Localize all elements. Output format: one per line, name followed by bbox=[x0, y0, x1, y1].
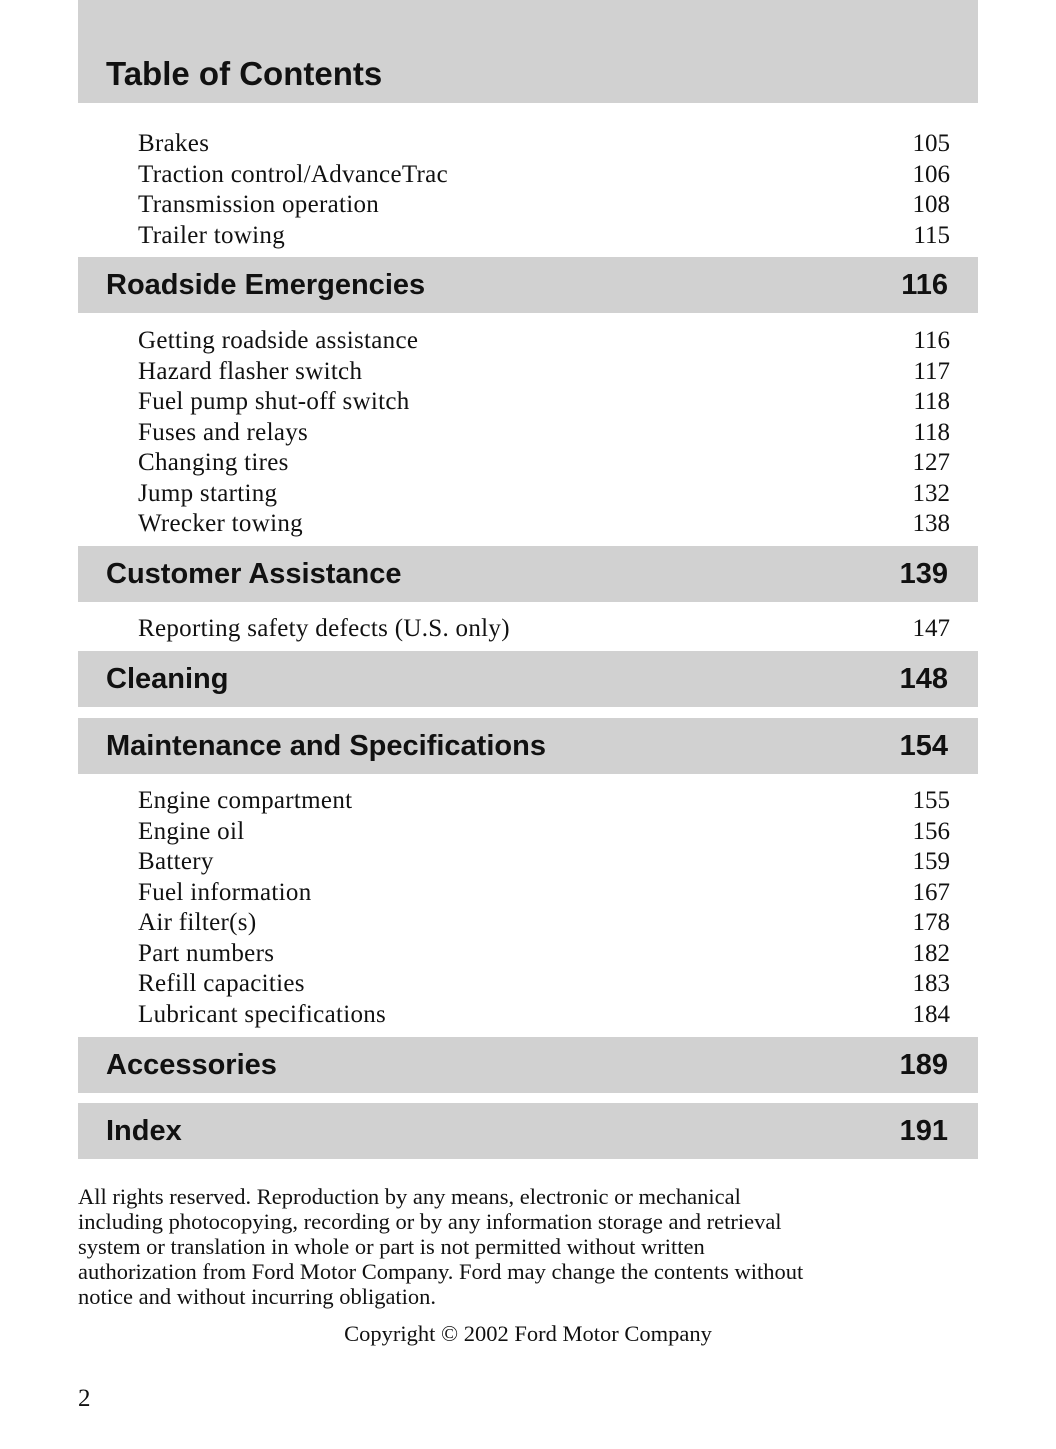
toc-entry-page: 118 bbox=[913, 418, 950, 446]
toc-entry-page: 167 bbox=[912, 878, 950, 906]
section-header-maintenance-and-specifications[interactable] bbox=[78, 718, 978, 774]
toc-entry[interactable] bbox=[138, 509, 950, 540]
toc-entry[interactable] bbox=[138, 939, 950, 970]
toc-entry-page: 127 bbox=[912, 449, 950, 476]
section-page: 189 bbox=[899, 1049, 948, 1081]
toc-entry[interactable] bbox=[138, 418, 950, 449]
toc-entry-page: 183 bbox=[912, 970, 950, 997]
toc-entry-label: Changing tires bbox=[138, 449, 289, 476]
legal-notice bbox=[78, 1184, 978, 1309]
toc-entry-label: Battery bbox=[138, 848, 214, 875]
toc-entry-page: 108 bbox=[912, 191, 950, 218]
section-title: Customer Assistance bbox=[106, 558, 402, 590]
toc-entry-label: Transmission operation bbox=[138, 191, 380, 218]
toc-entry-label: Fuses and relays bbox=[138, 418, 309, 446]
toc-entry-page: 132 bbox=[912, 479, 950, 507]
title-bar bbox=[78, 0, 978, 103]
toc-entry-label: Wrecker towing bbox=[138, 510, 303, 537]
toc-entry-page: 115 bbox=[913, 221, 950, 249]
section-page: 148 bbox=[899, 663, 948, 695]
toc-entry-page: 116 bbox=[913, 327, 950, 354]
toc-entry-label: Engine compartment bbox=[138, 787, 353, 814]
entry-list-customer-assistance bbox=[138, 614, 950, 645]
toc-entry[interactable] bbox=[138, 878, 950, 909]
toc-entry-label: Fuel information bbox=[138, 878, 312, 906]
toc-entry-label: Refill capacities bbox=[138, 970, 305, 997]
toc-entry[interactable] bbox=[138, 614, 950, 645]
legal-notice-line: All rights reserved. Reproduction by any means, electronic or mechanical bbox=[78, 1184, 741, 1209]
toc-entry-label: Reporting safety defects (U.S. only) bbox=[138, 615, 510, 642]
toc-entry-page: 178 bbox=[912, 909, 950, 936]
section-header-roadside-emergencies[interactable] bbox=[78, 257, 978, 313]
toc-entry[interactable] bbox=[138, 1000, 950, 1031]
toc-entry-page: 182 bbox=[912, 939, 950, 967]
section-page: 191 bbox=[899, 1115, 948, 1147]
entry-list-continued bbox=[138, 129, 950, 251]
toc-entry-label: Engine oil bbox=[138, 817, 245, 845]
toc-entry-page: 147 bbox=[912, 615, 950, 642]
toc-entry[interactable] bbox=[138, 190, 950, 221]
entry-list-maintenance-and-specifications bbox=[138, 786, 950, 1030]
section-page: 139 bbox=[899, 558, 948, 590]
section-header-customer-assistance[interactable] bbox=[78, 546, 978, 602]
toc-entry[interactable] bbox=[138, 221, 950, 252]
toc-entry-page: 117 bbox=[913, 357, 950, 385]
toc-entry[interactable] bbox=[138, 969, 950, 1000]
toc-entry-label: Brakes bbox=[138, 130, 210, 157]
toc-entry-page: 105 bbox=[912, 130, 950, 157]
toc-entry[interactable] bbox=[138, 817, 950, 848]
toc-entry-page: 159 bbox=[912, 848, 950, 875]
toc-entry-page: 155 bbox=[912, 787, 950, 814]
section-title: Maintenance and Specifications bbox=[106, 730, 546, 762]
toc-entry-label: Lubricant specifications bbox=[138, 1000, 387, 1028]
legal-notice-line: including photocopying, recording or by any information storage and retrieval bbox=[78, 1209, 782, 1234]
section-title: Index bbox=[106, 1115, 182, 1147]
section-page: 116 bbox=[901, 269, 948, 301]
toc-entry-label: Part numbers bbox=[138, 939, 275, 967]
toc-entry[interactable] bbox=[138, 160, 950, 191]
toc-entry-page: 156 bbox=[912, 817, 950, 845]
toc-entry-page: 184 bbox=[912, 1000, 950, 1028]
legal-notice-line: notice and without incurring obligation. bbox=[78, 1284, 437, 1309]
toc-entry-page: 118 bbox=[913, 388, 950, 415]
entry-list-roadside-emergencies bbox=[138, 326, 950, 540]
toc-entry-label: Jump starting bbox=[138, 479, 278, 507]
toc-entry[interactable] bbox=[138, 847, 950, 878]
toc-entry-label: Traction control/AdvanceTrac bbox=[138, 160, 448, 188]
toc-entry[interactable] bbox=[138, 786, 950, 817]
toc-entry-label: Trailer towing bbox=[138, 221, 286, 249]
toc-entry[interactable] bbox=[138, 326, 950, 357]
legal-notice-line: authorization from Ford Motor Company. Ford may change the contents without bbox=[78, 1259, 804, 1284]
toc-entry[interactable] bbox=[138, 479, 950, 510]
toc-entry[interactable] bbox=[138, 908, 950, 939]
toc-entry-page: 138 bbox=[912, 510, 950, 537]
toc-entry-label: Air filter(s) bbox=[138, 909, 257, 936]
page-number: 2 bbox=[78, 1385, 91, 1412]
copyright-line: Copyright © 2002 Ford Motor Company bbox=[344, 1321, 712, 1346]
section-header-cleaning[interactable] bbox=[78, 651, 978, 707]
toc-entry-page: 106 bbox=[912, 160, 950, 188]
toc-entry-label: Fuel pump shut-off switch bbox=[138, 388, 410, 415]
section-header-accessories[interactable] bbox=[78, 1037, 978, 1093]
section-title: Roadside Emergencies bbox=[106, 269, 426, 301]
legal-notice-line: system or translation in whole or part is not permitted without written bbox=[78, 1234, 705, 1259]
toc-entry[interactable] bbox=[138, 129, 950, 160]
section-header-index[interactable] bbox=[78, 1103, 978, 1159]
toc-entry-label: Hazard flasher switch bbox=[138, 357, 363, 385]
toc-entry-label: Getting roadside assistance bbox=[138, 327, 419, 354]
section-page: 154 bbox=[899, 730, 948, 762]
toc-entry[interactable] bbox=[138, 448, 950, 479]
section-title: Cleaning bbox=[106, 663, 229, 695]
toc-entry[interactable] bbox=[138, 387, 950, 418]
toc-entry[interactable] bbox=[138, 357, 950, 388]
section-title: Accessories bbox=[106, 1049, 277, 1081]
page-title: Table of Contents bbox=[106, 55, 383, 92]
